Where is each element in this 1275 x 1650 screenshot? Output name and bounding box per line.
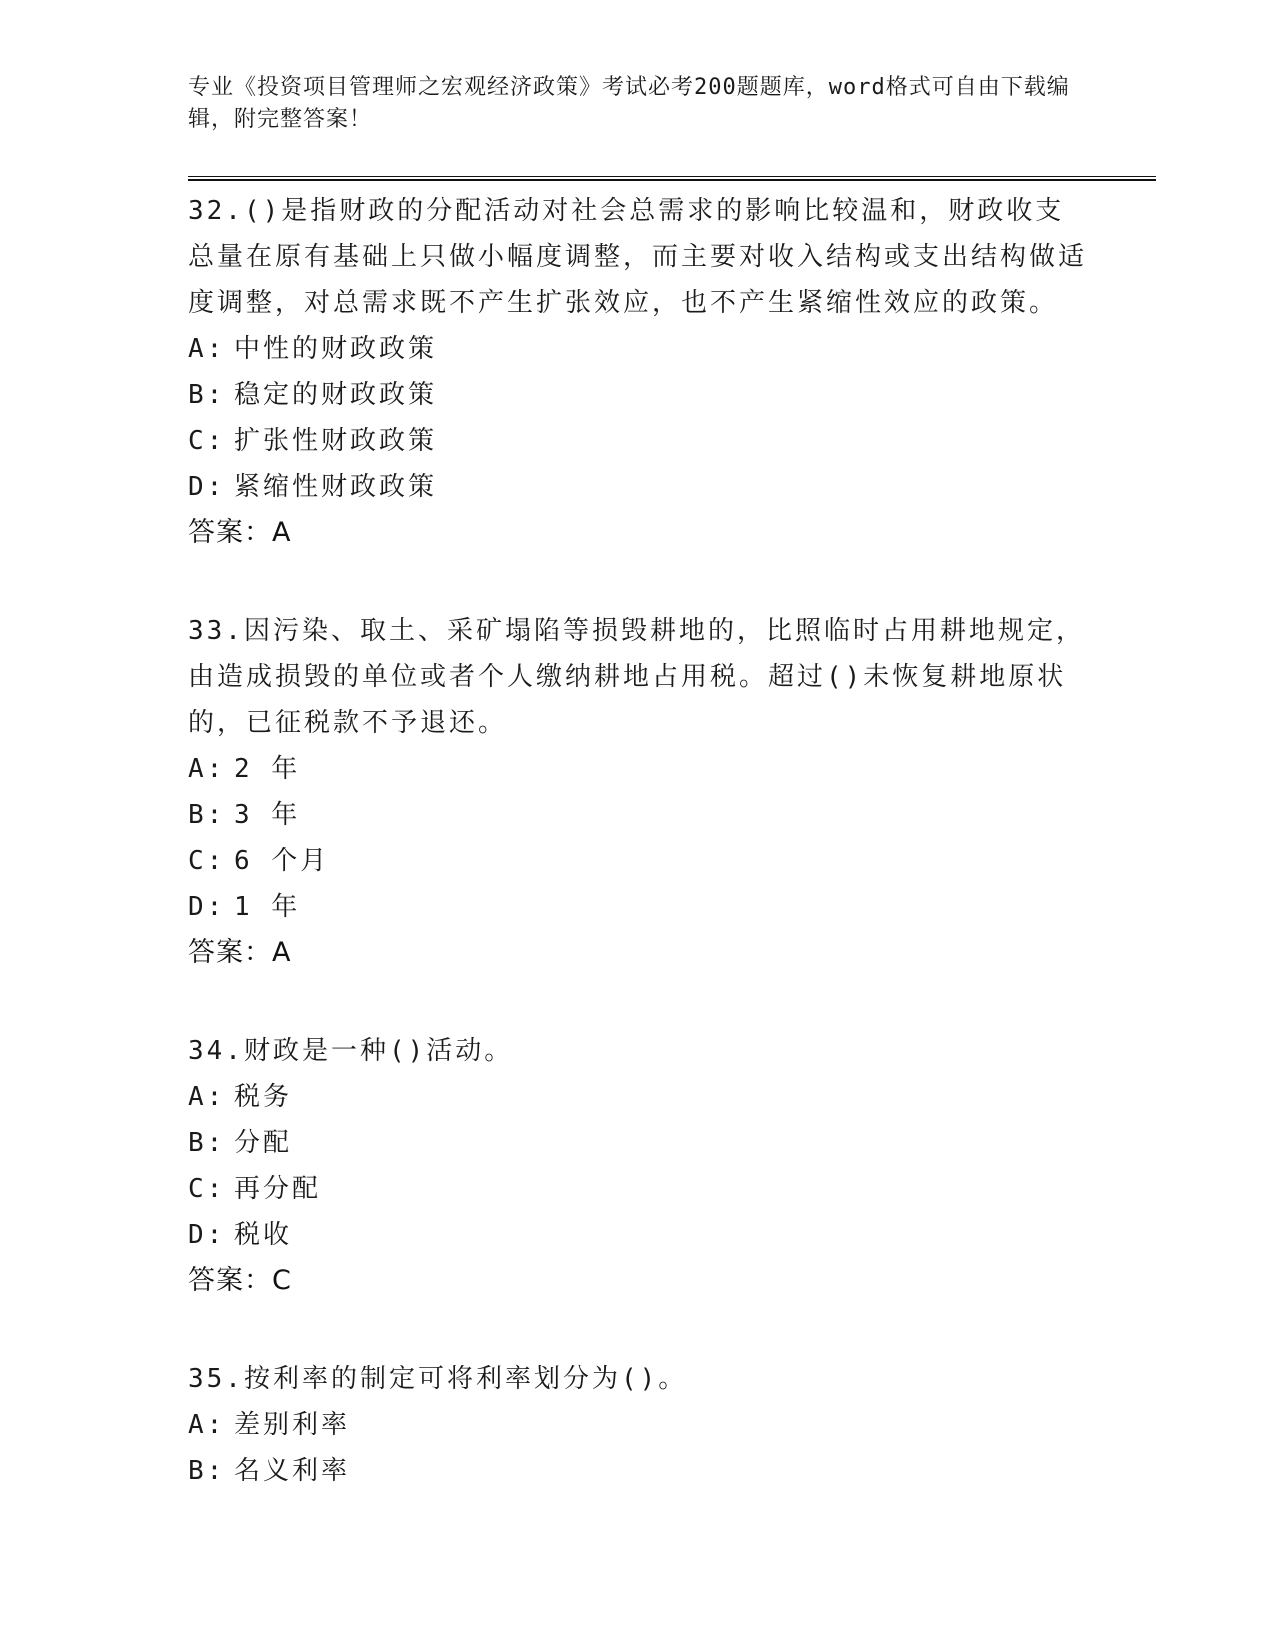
option-key: B: [188, 800, 226, 830]
option-text: 紧缩性财政政策 [234, 472, 438, 502]
option-c [188, 1166, 1088, 1212]
option-key: A: [188, 1082, 226, 1112]
option-text: 税务 [234, 1082, 293, 1112]
option-text: 名义利率 [234, 1456, 351, 1486]
question-33 [188, 608, 1088, 976]
answer-line: 答案：A [188, 517, 292, 548]
option-key: A: [188, 1410, 226, 1440]
option-text: 分配 [234, 1128, 293, 1158]
option-key: D: [188, 472, 226, 502]
option-d [188, 884, 1088, 930]
question-stem: 35.按利率的制定可将利率划分为()。 [188, 1364, 688, 1394]
option-key: C: [188, 426, 226, 456]
option-key: B: [188, 1456, 226, 1486]
question-34 [188, 1028, 1088, 1304]
option-key: A: [188, 754, 226, 784]
option-text: 扩张性财政政策 [234, 426, 438, 456]
option-a [188, 1402, 1088, 1448]
question-list [188, 188, 1088, 1546]
option-a [188, 1074, 1088, 1120]
option-key: C: [188, 846, 226, 876]
option-text: 税收 [234, 1220, 293, 1250]
option-c [188, 418, 1088, 464]
option-d [188, 464, 1088, 510]
option-text: 3 年 [234, 800, 301, 830]
question-stem: 33.因污染、取土、采矿塌陷等损毁耕地的，比照临时占用耕地规定，由造成损毁的单位或者个人缴纳耕地占用税。超过()未恢复耕地原状的，已征税款不予退还。 [188, 616, 1085, 738]
option-a [188, 746, 1088, 792]
header-divider [188, 176, 1156, 181]
option-b [188, 1120, 1088, 1166]
option-text: 稳定的财政政策 [234, 380, 438, 410]
question-35 [188, 1356, 1088, 1494]
option-b [188, 792, 1088, 838]
option-b [188, 372, 1088, 418]
document-header: 专业《投资项目管理师之宏观经济政策》考试必考200题题库，word格式可自由下载编辑，附完整答案！ [188, 75, 1070, 132]
answer-line: 答案：A [188, 937, 292, 968]
option-b [188, 1448, 1088, 1494]
answer-line: 答案：C [188, 1265, 292, 1296]
option-d [188, 1212, 1088, 1258]
option-key: D: [188, 1220, 226, 1250]
option-text: 中性的财政政策 [234, 334, 438, 364]
option-text: 差别利率 [234, 1410, 351, 1440]
option-text: 2 年 [234, 754, 301, 784]
question-32 [188, 188, 1088, 556]
option-a [188, 326, 1088, 372]
option-c [188, 838, 1088, 884]
option-key: C: [188, 1174, 226, 1204]
option-key: B: [188, 1128, 226, 1158]
option-text: 再分配 [234, 1174, 322, 1204]
option-key: B: [188, 380, 226, 410]
option-text: 6 个月 [234, 846, 330, 876]
question-stem: 34.财政是一种()活动。 [188, 1036, 514, 1066]
question-stem: 32.()是指财政的分配活动对社会总需求的影响比较温和，财政收支总量在原有基础上只做小幅度调整，而主要对收入结构或支出结构做适度调整，对总需求既不产生扩张效应，也不产生紧缩性效应的政策。 [188, 196, 1088, 318]
option-key: A: [188, 334, 226, 364]
option-key: D: [188, 892, 226, 922]
option-text: 1 年 [234, 892, 301, 922]
